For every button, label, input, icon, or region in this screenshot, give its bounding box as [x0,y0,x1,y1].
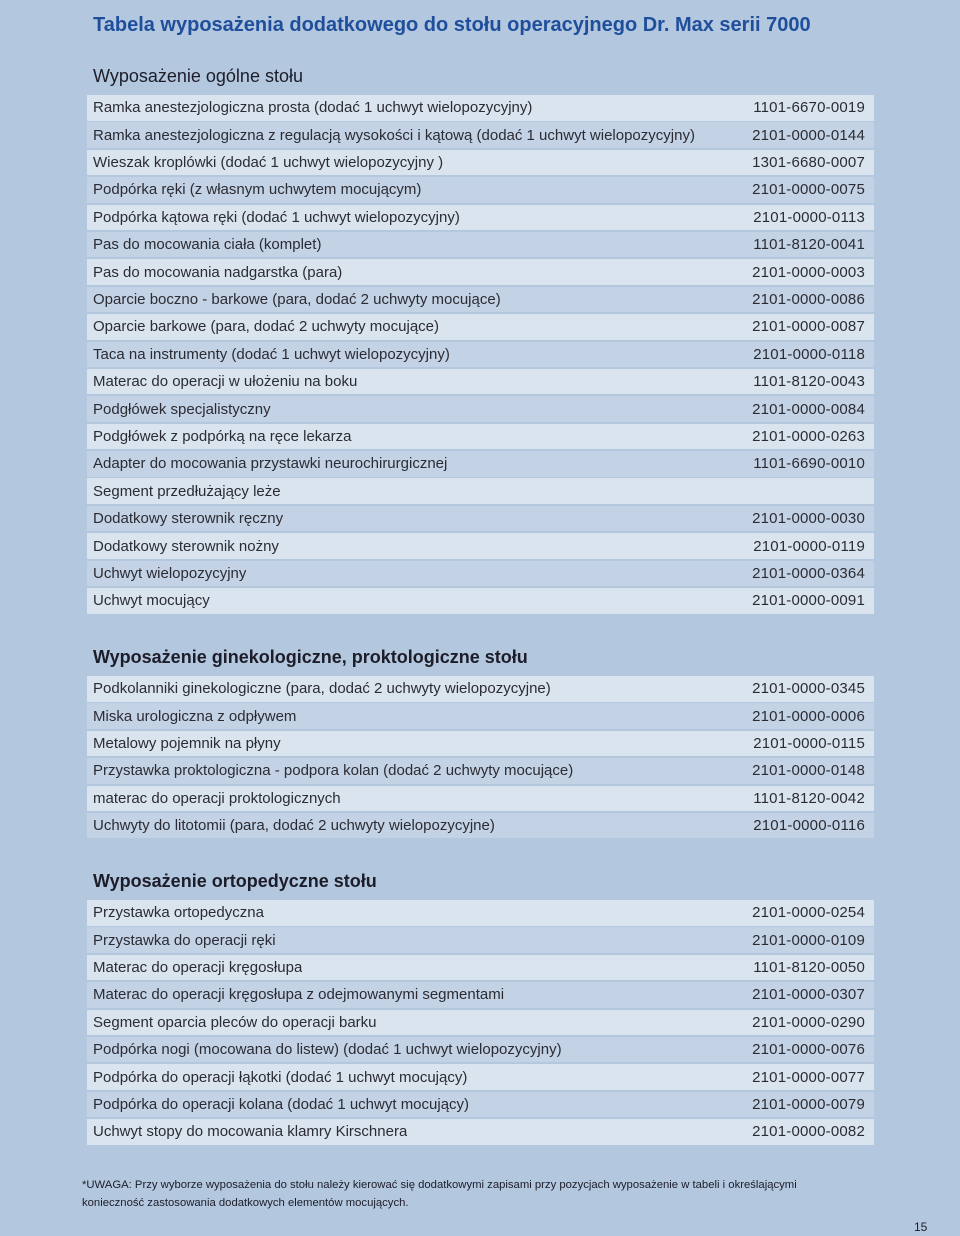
section-heading: Wyposażenie ogólne stołu [93,66,303,86]
table-row [87,424,874,450]
item-code: 1101-8120-0050 [753,959,865,977]
table-row [87,1037,874,1063]
table-row [87,1010,874,1036]
item-code: 2101-0000-0076 [752,1041,865,1059]
item-name: Podpórka ręki (z własnym uchwytem mocującym) [93,181,422,199]
item-name: Podpórka do operacji łąkotki (dodać 1 uchwyt mocujący) [93,1068,468,1086]
equipment-list [87,95,874,614]
table-row [87,122,874,148]
item-name: Uchwyt wielopozycyjny [93,564,247,582]
item-name: Segment przedłużający leże [93,482,281,500]
item-name: Oparcie boczno - barkowe (para, dodać 2 uchwyty mocujące) [93,290,501,308]
table-row [87,95,874,121]
item-code: 2101-0000-0290 [752,1013,865,1031]
table-row [87,927,874,953]
item-code: 2101-0000-0345 [752,680,865,698]
item-code: 2101-0000-0119 [753,537,865,555]
page-number: 15 [914,1220,928,1234]
item-code: 1301-6680-0007 [752,154,865,172]
item-name: Wieszak kroplówki (dodać 1 uchwyt wielopozycyjny ) [93,154,444,172]
table-row [87,287,874,313]
item-code: 2101-0000-0113 [753,208,865,226]
item-code: 2101-0000-0144 [752,126,865,144]
item-code: 1101-6670-0019 [753,99,865,117]
table-row [87,982,874,1008]
item-code: 2101-0000-0148 [752,762,865,780]
item-code: 2101-0000-0091 [752,592,865,610]
item-name: Przystawka ortopedyczna [93,904,264,922]
item-name: Podpórka nogi (mocowana do listew) (dodać 1 uchwyt wielopozycyjny) [93,1041,562,1059]
item-code: 2101-0000-0003 [752,263,865,281]
item-name: Taca na instrumenty (dodać 1 uchwyt wielopozycyjny) [93,345,450,363]
item-code: 1101-6690-0010 [753,455,865,473]
item-code: 2101-0000-0086 [752,290,865,308]
footnote: *UWAGA: Przy wyborze wyposażenia do stołu należy kierować się dodatkowymi zapisami przy pozycjach wyposażenie w tabeli i określającymi konieczność zastosowania dodatkowych elementów mocujących. [82,1179,797,1209]
item-code: 1101-8120-0043 [753,373,865,391]
item-name: Podgłówek specjalistyczny [93,400,271,418]
table-row [87,676,874,702]
item-name: Ramka anestezjologiczna prosta (dodać 1 uchwyt wielopozycyjny) [93,99,533,117]
item-code: 2101-0000-0075 [752,181,865,199]
item-code: 2101-0000-0077 [752,1068,865,1086]
item-name: Podkolanniki ginekologiczne (para, dodać 2 uchwyty wielopozycyjne) [93,680,551,698]
section-heading: Wyposażenie ginekologiczne, proktologiczne stołu [93,647,528,667]
item-code: 2101-0000-0263 [752,427,865,445]
item-name: Podgłówek z podpórką na ręce lekarza [93,427,352,445]
item-name: Dodatkowy sterownik nożny [93,537,279,555]
table-row [87,259,874,285]
table-row [87,451,874,477]
table-row [87,703,874,729]
table-row [87,1092,874,1118]
item-name: Metalowy pojemnik na płyny [93,735,281,753]
item-name: Adapter do mocowania przystawki neurochirurgicznej [93,455,448,473]
table-row [87,900,874,926]
table-row [87,177,874,203]
item-name: Uchwyt mocujący [93,592,210,610]
item-code: 2101-0000-0084 [752,400,865,418]
item-code: 2101-0000-0364 [752,564,865,582]
section-heading: Wyposażenie ortopedyczne stołu [93,871,377,891]
table-row [87,588,874,614]
table-row [87,478,874,504]
item-name: Ramka anestezjologiczna z regulacją wysokości i kątową (dodać 1 uchwyt wielopozycyjny) [93,126,695,144]
item-code: 2101-0000-0109 [752,931,865,949]
item-code: 2101-0000-0079 [752,1095,865,1113]
item-name: Materac do operacji kręgosłupa z odejmowanymi segmentami [93,986,505,1004]
equipment-list [87,676,874,838]
item-code: 2101-0000-0307 [752,986,865,1004]
table-row [87,731,874,757]
item-name: Miska urologiczna z odpływem [93,707,297,725]
item-code: 2101-0000-0118 [753,345,865,363]
table-row [87,561,874,587]
item-code: 2101-0000-0006 [752,707,865,725]
page-title: Tabela wyposażenia dodatkowego do stołu operacyjnego Dr. Max serii 7000 [93,14,811,36]
table-row [87,813,874,839]
table-row [87,1064,874,1090]
item-name: Oparcie barkowe (para, dodać 2 uchwyty mocujące) [93,318,439,336]
item-name: Pas do mocowania nadgarstka (para) [93,263,343,281]
table-row [87,369,874,395]
table-row [87,506,874,532]
section-general-equipment [87,61,874,615]
table-row [87,533,874,559]
item-code: 1101-8120-0042 [753,789,865,807]
table-row [87,396,874,422]
table-row [87,758,874,784]
item-code: 2101-0000-0115 [753,735,865,753]
item-name: Przystawka do operacji ręki [93,931,276,949]
table-row [87,232,874,258]
item-name: Materac do operacji kręgosłupa [93,959,303,977]
item-name: materac do operacji proktologicznych [93,789,341,807]
table-row [87,205,874,231]
item-name: Segment oparcia pleców do operacji barku [93,1013,377,1031]
item-code: 2101-0000-0087 [752,318,865,336]
item-name: Podpórka do operacji kolana (dodać 1 uchwyt mocujący) [93,1095,470,1113]
item-name: Dodatkowy sterownik ręczny [93,510,284,528]
equipment-list [87,900,874,1145]
item-code: 2101-0000-0254 [752,904,865,922]
item-name: Uchwyt stopy do mocowania klamry Kirschnera [93,1123,408,1141]
item-name: Przystawka proktologiczna - podpora kolan (dodać 2 uchwyty mocujące) [93,762,574,780]
table-row [87,150,874,176]
section-gynecological-equipment [87,642,874,840]
item-name: Pas do mocowania ciała (komplet) [93,236,322,254]
table-row [87,1119,874,1145]
item-name: Uchwyty do litotomii (para, dodać 2 uchwyty wielopozycyjne) [93,817,495,835]
section-orthopedic-equipment [87,866,874,1147]
item-name: Podpórka kątowa ręki (dodać 1 uchwyt wielopozycyjny) [93,208,460,226]
table-row [87,342,874,368]
table-row [87,314,874,340]
item-name: Materac do operacji w ułożeniu na boku [93,373,358,391]
item-code: 2101-0000-0116 [753,817,865,835]
table-row [87,955,874,981]
item-code: 2101-0000-0030 [752,510,865,528]
item-code: 2101-0000-0082 [752,1123,865,1141]
table-row [87,786,874,812]
item-code: 1101-8120-0041 [753,236,865,254]
